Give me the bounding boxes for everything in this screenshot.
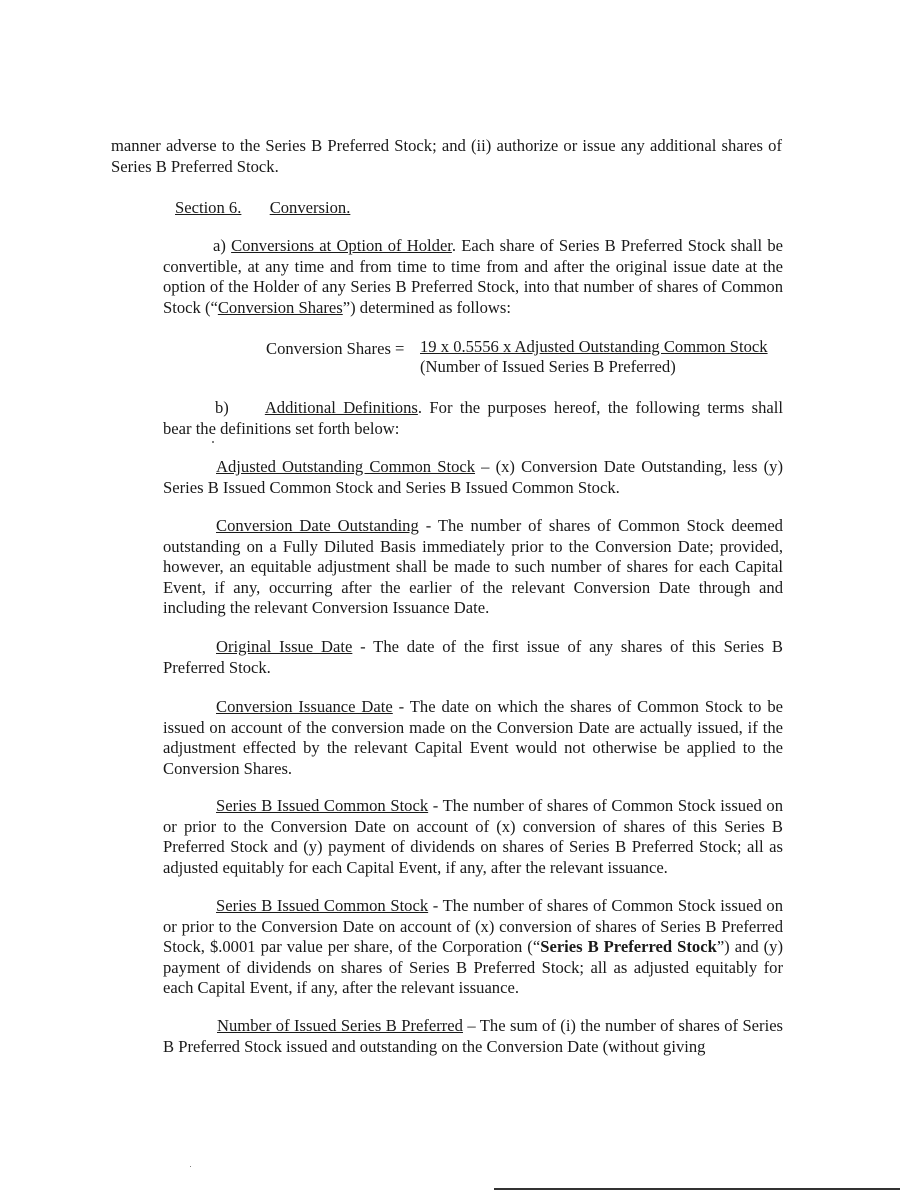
definition-text: ”) and (y) payment of dividends on shares of Series B Preferred Stock; all as adjusted equitably for each Capital Event, if any, after the relevant issuance. xyxy=(163,937,784,997)
definition-term: Series B Issued Common Stock xyxy=(216,796,429,815)
definition-term: Number of Issued Series B Preferred xyxy=(217,1016,463,1035)
definition-term: Original Issue Date xyxy=(216,637,353,656)
paragraph-b xyxy=(163,398,783,439)
definition-conversion-date-outstanding xyxy=(163,516,783,619)
paragraph-a-text1: . Each share of Series B Preferred Stock shall be convertible, at any time and from time to time from and after the original issue date at the option of the Holder of any Series B Preferred Stock, into that number of shares of Common Stock (“ xyxy=(163,236,783,317)
definition-text: - The date on which the shares of Common Stock to be issued on account of the conversion made on the Conversion Date are actually issued, if the adjustment effected by the relevant Capital Event would not otherwise be applied to the Conversion Shares. xyxy=(163,697,784,778)
definition-text: - The number of shares of Common Stock issued on or prior to the Conversion Date on account of (x) conversion of shares of Series B Preferred Stock, $.0001 par value per share, of the Corporation (“ xyxy=(163,896,783,956)
definition-bold-term: Series B Preferred Stock xyxy=(540,937,717,956)
paragraph-a xyxy=(163,236,783,318)
definition-conversion-issuance-date xyxy=(163,697,783,779)
paragraph-a-heading: Conversions at Option of Holder xyxy=(231,236,452,255)
definition-adjusted-outstanding xyxy=(163,457,783,498)
definition-text: - The date of the first issue of any shares of this Series B Preferred Stock. xyxy=(163,637,783,677)
paragraph-b-prefix: b) xyxy=(215,398,229,417)
definition-text: – (x) Conversion Date Outstanding, less (y) Series B Issued Common Stock and Series B Issued Common Stock. xyxy=(163,457,783,497)
paragraph-b-text: . For the purposes hereof, the following terms shall bear the definitions set forth below: xyxy=(163,398,784,438)
intro-text: manner adverse to the Series B Preferred Stock; and (ii) authorize or issue any additional shares of Series B Preferred Stock. xyxy=(111,136,782,176)
section-title: Conversion. xyxy=(269,198,351,217)
paragraph-b-heading: Additional Definitions xyxy=(264,398,418,417)
definition-original-issue-date xyxy=(163,637,783,678)
section-label: Section 6. xyxy=(175,198,242,217)
definition-series-b-issued-1 xyxy=(163,796,783,878)
paragraph-a-text2: ”) determined as follows: xyxy=(342,297,511,317)
bottom-edge-line xyxy=(494,1188,900,1190)
scan-speck xyxy=(212,441,214,443)
formula-numerator: 19 x 0.5556 x Adjusted Outstanding Common Stock xyxy=(420,337,768,356)
definition-text: - The number of shares of Common Stock issued on or prior to the Conversion Date on account of (x) conversion of shares of this Series B Preferred Stock and (y) payment of dividends on shares of Series B Preferred Stock; all as adjusted equitably for each Capital Event, if any, after the relevant issuance. xyxy=(163,796,783,877)
paragraph-a-term: Conversion Shares xyxy=(217,297,343,317)
paragraph-a-prefix: a) xyxy=(213,236,226,255)
definition-text: – The sum of (i) the number of shares of Series B Preferred Stock issued and outstanding on the Conversion Date (without giving xyxy=(163,1016,784,1056)
definition-term: Adjusted Outstanding Common Stock xyxy=(216,457,476,476)
definition-series-b-issued-2 xyxy=(163,896,783,999)
formula-denominator: (Number of Issued Series B Preferred) xyxy=(420,357,676,376)
definition-number-issued xyxy=(163,1016,783,1057)
definition-term: Conversion Issuance Date xyxy=(216,697,393,716)
scan-speck xyxy=(190,1166,191,1167)
intro-paragraph xyxy=(111,136,782,177)
definition-term: Series B Issued Common Stock xyxy=(216,896,429,915)
definition-term: Conversion Date Outstanding xyxy=(216,516,419,535)
definition-text: - The number of shares of Common Stock deemed outstanding on a Fully Diluted Basis immediately prior to the Conversion Date; provided, however, an equitable adjustment shall be made to such number of shares for each Capital Event, if any, occurring after the earlier of the relevant Conversion Date through and including the relevant Conversion Issuance Date. xyxy=(163,516,783,617)
section-heading xyxy=(175,198,575,219)
formula-label: Conversion Shares = xyxy=(266,339,405,358)
